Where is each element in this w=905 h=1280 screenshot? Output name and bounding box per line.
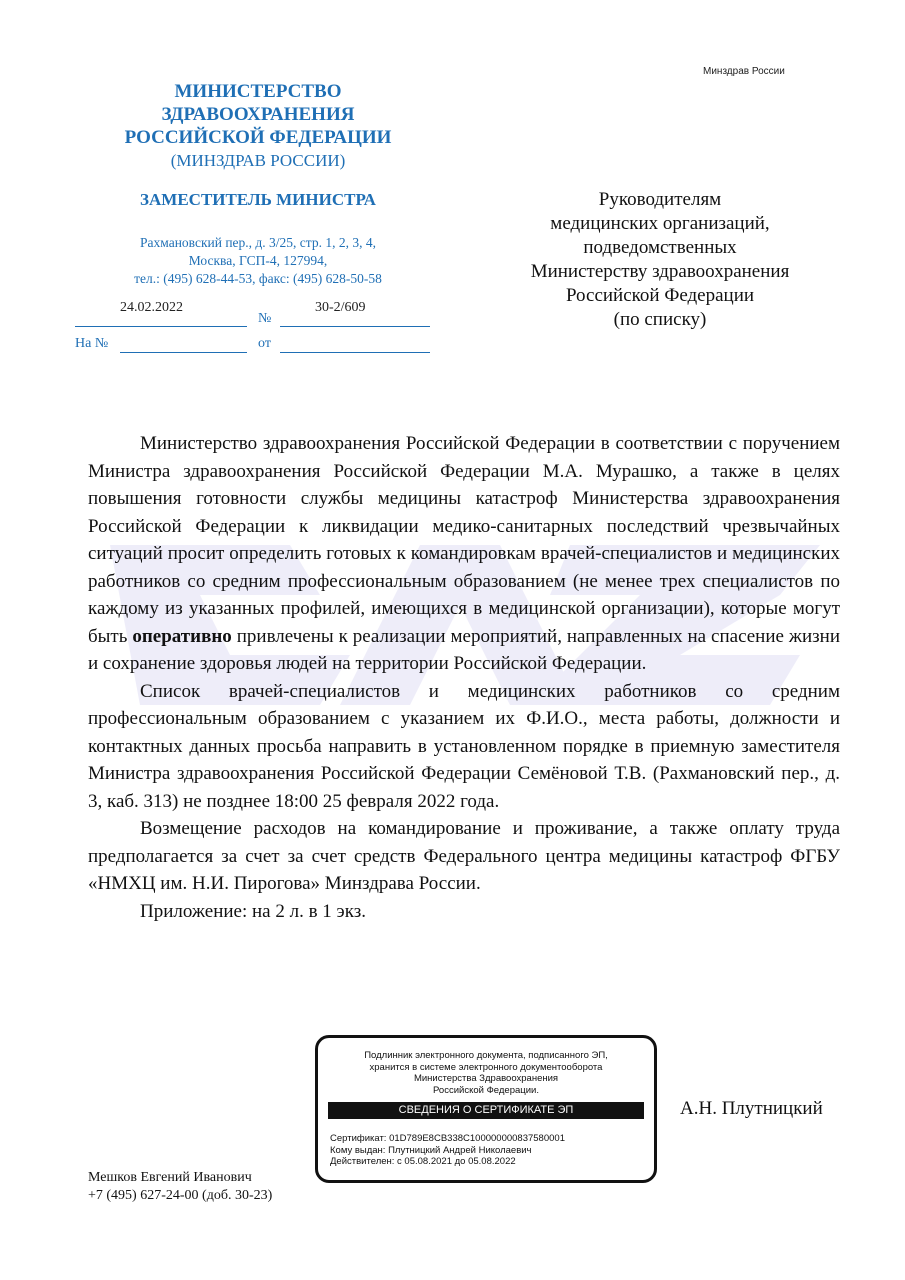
address-line-3: тел.: (495) 628-44-53, факс: (495) 628-50-58 [134,271,382,286]
esign-validity: Действителен: с 05.08.2021 до 05.08.2022 [330,1156,516,1167]
esign-intro-line-2: хранится в системе электронного документооборота [369,1061,603,1073]
esign-issued-to: Кому выдан: Плутницкий Андрей Николаевич [330,1144,532,1156]
esign-details [330,1133,654,1168]
electronic-signature-stamp [315,1035,657,1183]
recipient-line-4: Министерству здравоохранения [530,261,790,282]
paragraph-2: Список врачей-специалистов и медицинских работников со средним профессиональным образованием с указанием их Ф.И.О., места работы, должности и контактных данных просьба направить в установленном порядке в приемную заместителя Министра здравоохранения Российской Федерации Семёновой Т.В. (Рахмановский пер., д. 3, каб. 313) не позднее 18:00 25 февраля 2022 года. [88,680,840,812]
deputy-title: ЗАМЕСТИТЕЛЬ МИНИСТРА [140,190,376,209]
ministry-line-1: МИНИСТЕРСТВО [174,81,342,102]
date-underline [75,326,247,327]
attachment-note: Приложение: на 2 л. в 1 экз. [140,900,366,922]
paragraph-1-start: Министерство здравоохранения Российской Федерации в соответствии с поручением Министра здравоохранения Российской Федерации М.А. Мурашко, а также в целях повышения готовности службы медицины катастроф Министерства здравоохранения Российской Федерации к ликвидации медико-санитарных последствий чрезвычайных ситуаций просит определить готовых к командировкам врачей-специалистов и медицинских работников со средним профессиональным образованием (не менее трех специалистов по каждому из указанных профилей, имеющихся в медицинской организации), которые могут быть [88,433,840,647]
corner-stamp: Минздрав России [703,66,785,77]
author-name: Мешков Евгений Иванович [88,1170,252,1185]
ministry-address [88,234,428,288]
author-phone: +7 (495) 627-24-00 (доб. 30-23) [88,1188,273,1203]
esign-intro-line-4: Российской Федерации. [433,1084,539,1096]
esign-intro-line-1: Подлинник электронного документа, подписанного ЭП, [364,1050,608,1061]
recipient-line-3: подведомственных [583,237,737,258]
recipient-line-1: Руководителям [598,189,722,210]
ministry-line-3: РОССИЙСКОЙ ФЕДЕРАЦИИ [124,127,392,148]
esign-intro-line-3: Министерства Здравоохранения [413,1073,559,1084]
esign-header: СВЕДЕНИЯ О СЕРТИФИКАТЕ ЭП [328,1102,644,1119]
number-label: № [258,311,272,326]
recipient-line-6: (по списку) [613,309,707,330]
document-date: 24.02.2022 [120,300,183,315]
document-number: 30-2/609 [315,300,366,315]
address-line-2: Москва, ГСП-4, 127994, [188,253,328,268]
letter-body [88,430,840,925]
ministry-line-2: ЗДРАВООХРАНЕНИЯ [161,104,355,125]
paragraph-1 [88,430,840,678]
paragraph-1-bold: оперативно [132,625,232,647]
paragraph-3: Возмещение расходов на командирование и проживание, а также оплату труда предполагается за счет за счет средств Федерального центра медицины катастроф ФГБУ «НМХЦ им. Н.И. Пирогова» Минздрава России. [88,818,840,894]
number-underline [280,326,430,327]
ref-underline [120,352,247,353]
address-line-1: Рахмановский пер., д. 3/25, стр. 1, 2, 3, 4, [140,235,376,250]
from-label: от [258,336,271,351]
recipient-line-5: Российской Федерации [565,285,755,306]
author-block [88,1169,272,1205]
esign-intro [338,1050,634,1096]
from-underline [280,352,430,353]
ministry-name [88,80,428,172]
ministry-short-name: (МИНЗДРАВ РОССИИ) [170,151,346,170]
signer-name: А.Н. Плутницкий [680,1098,823,1119]
recipient-line-2: медицинских организаций, [550,213,770,234]
paragraph-1-end: привлечены к реализации мероприятий, направленных на спасение жизни и сохранение здоровья людей на территории Российской Федерации. [88,625,840,674]
esign-certificate: Сертификат: 01D789E8CB338C100000000837580001 [330,1133,565,1144]
recipient-block [480,188,840,332]
ref-label: На № [75,336,109,351]
